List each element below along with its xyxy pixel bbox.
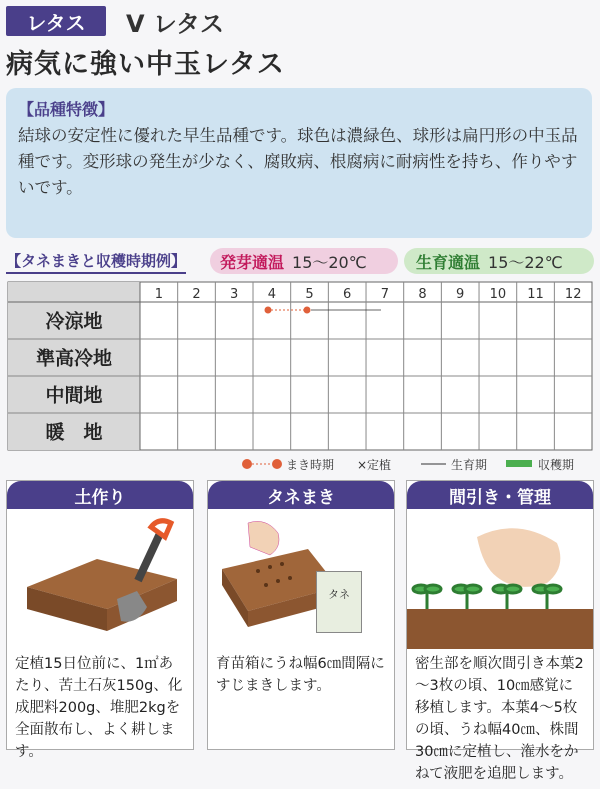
- headline: 病気に強い中玉レタス: [6, 49, 285, 80]
- month-label: 3: [230, 287, 239, 302]
- region-label: 冷涼地: [45, 310, 103, 333]
- month-label: 10: [489, 287, 507, 302]
- panel-soil: [6, 480, 194, 760]
- features-body: 結球の安定性に優れた早生品種です。球色は濃緑色、球形は扁円形の中玉品種です。変形球の発生が少なく、腐敗病、根腐病に耐病性を持ち、作りやすいです。: [18, 126, 578, 197]
- sowing-end-marker: [304, 307, 311, 314]
- seed-tray-icon: [208, 509, 394, 649]
- region-label: 準高冷地: [35, 347, 113, 370]
- month-label: 1: [154, 287, 163, 302]
- month-label: 11: [527, 287, 544, 302]
- region-label: 中間地: [45, 384, 103, 407]
- panel-thinning-title: 間引き・管理: [407, 481, 593, 509]
- shovel-icon: [7, 509, 193, 649]
- panel-soil-text: 定植15日位前に、1㎡あたり、苦土石灰150g、化成肥料200g、堆肥2kgを全面散布し、よく耕します。: [15, 656, 183, 760]
- seed-packet-label: タネ: [328, 588, 350, 601]
- legend-harvest-text: 収穫期: [538, 458, 575, 472]
- panel-thinning-text: 密生部を順次間引き本葉2～3枚の頃、10㎝感覚に移植します。本葉4～5枚の頃、うね幅40㎝、株間30㎝に定植し、潅水をかねて液肥を追肥します。: [415, 656, 584, 782]
- month-label: 12: [564, 287, 582, 302]
- legend-planting-text: ×定植: [357, 458, 392, 472]
- panel-soil-title: 土作り: [7, 481, 193, 509]
- growth-value: 15～22℃: [488, 252, 563, 272]
- panel-thinning: [406, 480, 594, 782]
- growth-label: 生育適温: [416, 252, 481, 272]
- month-label: 5: [305, 287, 314, 302]
- category-tag: レタス: [6, 6, 106, 36]
- month-label: 6: [343, 287, 352, 302]
- germination-value: 15～20℃: [292, 252, 367, 272]
- features-title: 【品種特徴】: [18, 100, 115, 119]
- month-label: 2: [192, 287, 201, 302]
- legend-harvest-mark: [506, 460, 532, 467]
- panel-sowing: [207, 480, 395, 750]
- region-label: 暖 地: [45, 421, 103, 444]
- panel-sowing-title: タネまき: [208, 481, 394, 509]
- variety-name: V レタス: [126, 10, 224, 38]
- month-label: 4: [267, 287, 276, 302]
- panel-sowing-text: 育苗箱にうね幅6㎝間隔にすじまきします。: [216, 656, 385, 694]
- legend-sowing-start: [242, 459, 252, 469]
- month-label: 9: [456, 287, 465, 302]
- month-label: 7: [380, 287, 389, 302]
- legend-growing-text: 生育期: [451, 458, 488, 472]
- germination-label: 発芽適温: [220, 252, 285, 272]
- legend-sowing-end: [272, 459, 282, 469]
- sowing-start-marker: [265, 307, 272, 314]
- thinning-hand-icon: [407, 509, 593, 649]
- seed-packet: [316, 571, 362, 633]
- month-label: 8: [418, 287, 427, 302]
- schedule-title: 【タネまきと収穫時期例】: [6, 250, 186, 274]
- legend-sowing-text: まき時期: [286, 458, 335, 472]
